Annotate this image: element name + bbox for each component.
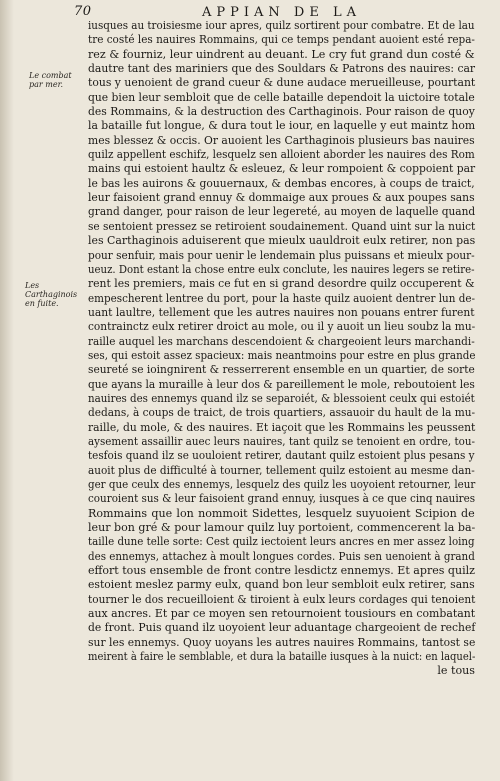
text-line: iusques au troisiesme iour apres, quilz sortirent pour combatre. Et de lau xyxy=(88,19,475,32)
text-line: raille, du mole, & des nauires. Et iaçoit que les Rommains les peussent xyxy=(88,420,476,434)
body-text xyxy=(88,19,475,679)
marginal-note-1: Le combat par mer. xyxy=(29,71,72,89)
text-line: se sentoient pressez se retiroient soudainement. Quand uint sur la nuict xyxy=(88,219,476,233)
text-line: les Carthaginois aduiserent que mieulx uauldroit eulx retirer, non pas xyxy=(88,234,476,248)
text-line: ses, qui estoit assez spacieux: mais neantmoins pour estre en plus grande xyxy=(88,348,476,362)
text-line: des Rommains, & la destruction des Carthaginois. Pour raison de quoy xyxy=(88,105,475,119)
text-line: auoit plus de difficulté à tourner, tellement quilz estoient au mesme dan- xyxy=(88,463,475,477)
gutter-shadow xyxy=(0,0,14,781)
text-line: effort tous ensemble de front contre lesdictz ennemys. Et apres quilz xyxy=(88,564,475,578)
text-line: tesfois quand ilz se uouloient retirer, dautant quilz estoient plus pesans y xyxy=(88,449,475,463)
text-line: mes blessez & occis. Or auoient les Carthaginois plusieurs bas nauires xyxy=(88,133,475,147)
text-line: le bas les auirons & gouuernaux, & dembas encores, à coups de traict, xyxy=(88,176,475,190)
text-line: taille dune telle sorte: Cest quilz iectoient leurs ancres en mer assez loing xyxy=(88,535,475,549)
text-line: tre costé les nauires Rommains, qui ce temps pendant auoient esté repa- xyxy=(88,33,475,47)
text-line: aysement assaillir auec leurs nauires, tant quilz se tenoient en ordre, tou- xyxy=(88,434,475,448)
text-line: ueuz. Dont estant la chose entre eulx conclute, les nauires legers se retire- xyxy=(88,262,475,276)
text-line: ger que ceulx des ennemys, lesquelz des quilz les uoyoient retourner, leur xyxy=(88,478,476,491)
text-line: que ayans la muraille à leur dos & pareillement le mole, reboutoient les xyxy=(88,377,475,391)
text-line: seureté se ioingnirent & resserrerent ensemble en un quartier, de sorte xyxy=(88,363,475,377)
text-line: mains qui estoient haultz & esleuez, & leur rompoient & coppoient par xyxy=(88,162,476,176)
text-line: Rommains que lon nommoit Sidettes, lesquelz suyuoient Scipion de xyxy=(88,506,475,520)
text-line: la bataille fut longue, & dura tout le iour, en laquelle y eut maintz hom xyxy=(88,119,476,133)
text-line: leur faisoient grand ennuy & dommaige aux proues & aux poupes sans xyxy=(88,191,475,205)
text-line: rez & fourniz, leur uindrent au deuant. Le cry fut grand dun costé & xyxy=(88,47,475,61)
text-line: empescherent lentree du port, pour la haste quilz auoient dentrer lun de- xyxy=(88,291,475,305)
text-line: des ennemys, attachez à moult longues cordes. Puis sen uenoient à grand xyxy=(88,549,475,563)
text-line: dedans, à coups de traict, de trois quartiers, assauoir du hault de la mu- xyxy=(88,406,476,420)
text-line: aux ancres. Et par ce moyen sen retournoient tousiours en combatant xyxy=(88,607,476,621)
text-line: meirent à faire le semblable, et dura la bataille iusques à la nuict: en laquel- xyxy=(88,650,476,664)
text-line: quilz appellent eschifz, lesquelz sen alloient aborder les nauires des Rom xyxy=(88,148,475,162)
text-line: tourner le dos recueilloient & tiroient à eulx leurs cordages qui tenoient xyxy=(88,592,476,606)
text-line: couroient sus & leur faisoient grand ennuy, iusques à ce que cinq nauires xyxy=(88,492,476,506)
text-line: rent les premiers, mais ce fut en si grand desordre quilz occuperent & xyxy=(88,277,475,291)
text-line: tous y uenoient de grand cueur & dune audace merueilleuse, pourtant xyxy=(88,76,476,90)
marginal-note-2: Les Carthaginois en fuite. xyxy=(25,281,78,308)
running-head: APPIAN DE LA xyxy=(202,5,361,20)
text-line: que bien leur sembloit que de celle bataille dependoit la uictoire totale xyxy=(88,90,475,104)
text-line: dautre tant des mariniers que des Souldars & Patrons des nauires: car xyxy=(88,62,476,76)
text-line: de front. Puis quand ilz uoyoient leur aduantage chargeoient de rechef xyxy=(88,621,476,635)
text-line: contrainctz eulx retirer droict au mole, ou il y auoit un lieu soubz la mu- xyxy=(88,320,476,334)
catchword: le tous xyxy=(437,664,475,678)
text-line: sur les ennemys. Quoy uoyans les autres nauires Rommains, tantost se xyxy=(88,635,476,649)
text-line: pour senfuir, mais pour uenir le lendemain plus puissans et mieulx pour- xyxy=(88,248,475,262)
text-line: leur bon gré & pour lamour quilz luy portoient, commencerent la ba- xyxy=(88,521,476,535)
text-line: uant laultre, tellement que les autres nauires non pouans entrer furent xyxy=(88,305,475,319)
text-line: nauires des ennemys quand ilz se separoiét, & blessoient ceulx qui estoiét xyxy=(88,391,475,405)
text-line: grand danger, pour raison de leur legereté, au moyen de laquelle quand xyxy=(88,205,476,219)
text-line: estoient meslez parmy eulx, quand bon leur sembloit eulx retirer, sans xyxy=(88,578,475,592)
page-number: 70 xyxy=(74,4,92,19)
text-line: raille auquel les marchans descendoient & chargeoient leurs marchandi- xyxy=(88,334,475,348)
